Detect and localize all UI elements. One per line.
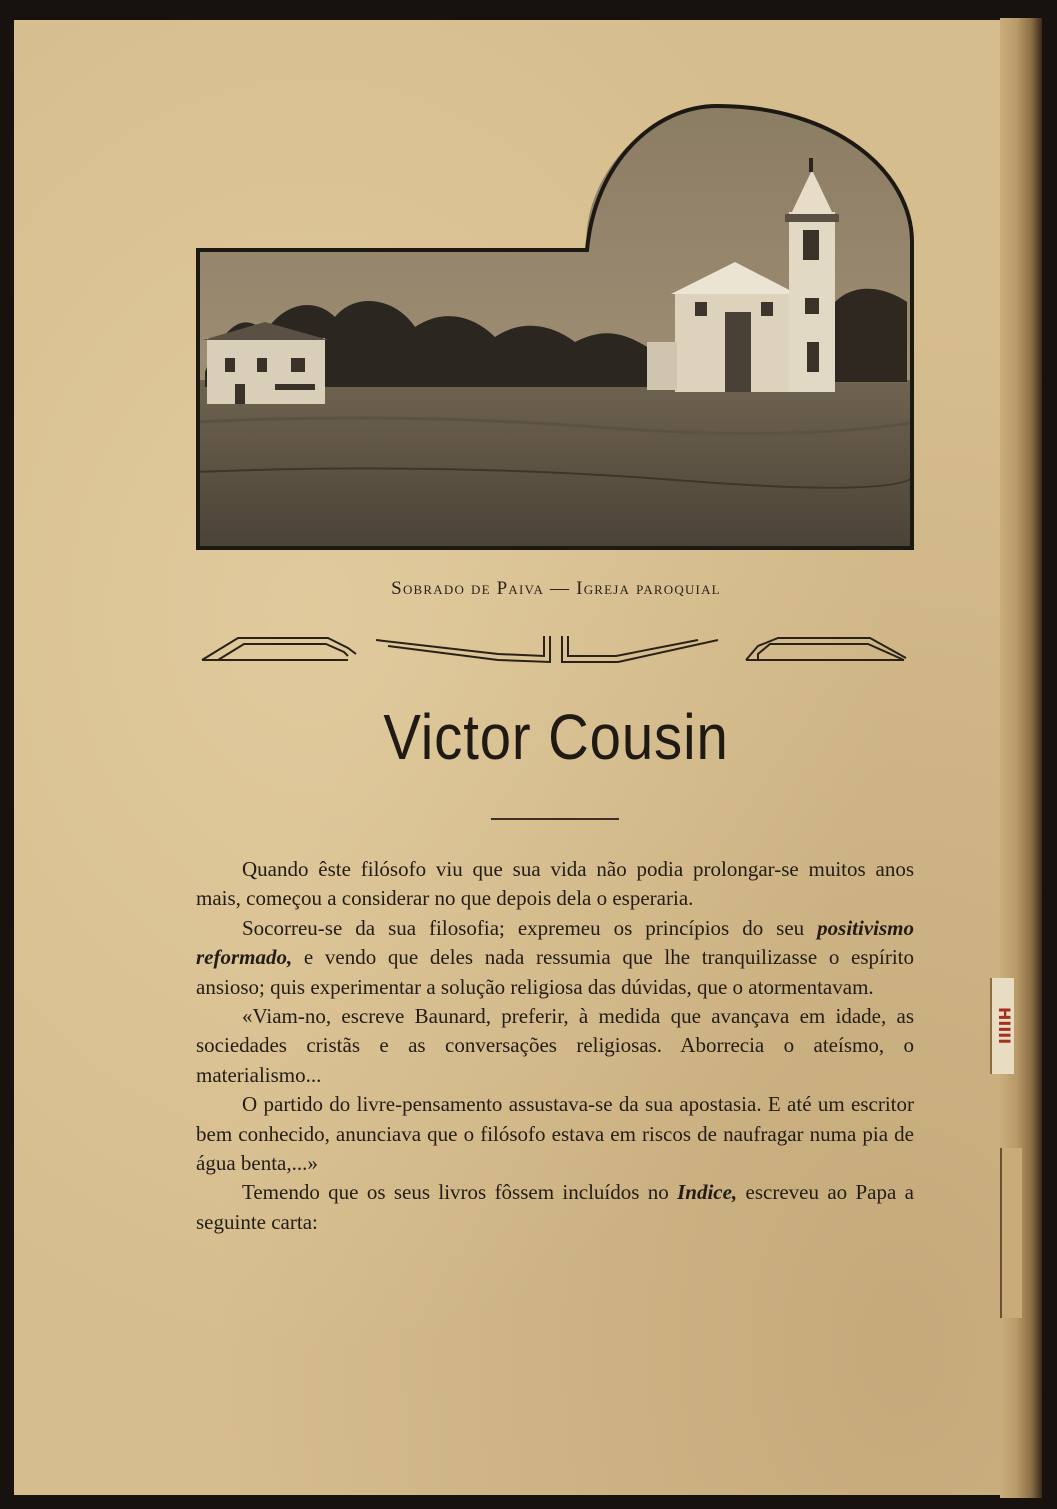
paragraph-text: O partido do livre-pensamento assustava-se da sua apostasia. E até um escritor bem conhecido, anunciava que o filósofo estava em riscos de naufragar numa pia de água benta,...» <box>196 1092 914 1176</box>
emphasis-text: Indice, <box>677 1180 738 1205</box>
paragraph-text: Socorreu-se da sua filosofia; expremeu os princípios do seu <box>242 915 818 940</box>
paragraph-text: Temendo que os seus livros fôssem incluídos no <box>242 1180 678 1205</box>
church-photo-icon <box>195 102 917 554</box>
ornamental-divider-icon <box>198 630 910 670</box>
photo-caption <box>200 578 912 600</box>
caption-dash: — <box>550 578 571 599</box>
caption-place: Sobrado de Paiva <box>391 578 545 599</box>
emphasis-text: positivismo reformado, <box>196 915 914 970</box>
article-title: Victor Cousin <box>383 701 729 773</box>
paragraph-text: «Viam-no, escreve Baunard, preferir, à medida que avançava em idade, as sociedades cristãs e as conversações religiosas. Aborrecia o ateísmo, o materialismo... <box>196 1004 914 1087</box>
paragraph-3 <box>196 1002 914 1090</box>
article-body <box>196 855 914 1237</box>
paragraph-4 <box>196 1090 914 1178</box>
caption-subject: Igreja paroquial <box>576 578 721 599</box>
paragraph-text: e vendo que deles nada ressumia que lhe tranquilizasse o espírito ansioso; quis experimentar a solução religiosa das dúvidas, que o atormentavam. <box>196 945 914 999</box>
spine-label-tab <box>990 978 1014 1074</box>
spine-decoration <box>1000 1148 1022 1318</box>
spine-label-text: HIIII <box>995 1007 1014 1045</box>
title-rule <box>491 818 619 820</box>
paragraph-2 <box>196 914 914 1002</box>
paragraph-text: Quando êste filósofo viu que sua vida não podia prolongar-se muitos anos mais, começou a considerar no que depois dela o esperaria. <box>196 857 914 911</box>
paragraph-text: escreveu ao Papa a seguinte carta: <box>196 1180 914 1234</box>
paragraph-5 <box>196 1178 914 1237</box>
paragraph-1 <box>196 855 914 914</box>
